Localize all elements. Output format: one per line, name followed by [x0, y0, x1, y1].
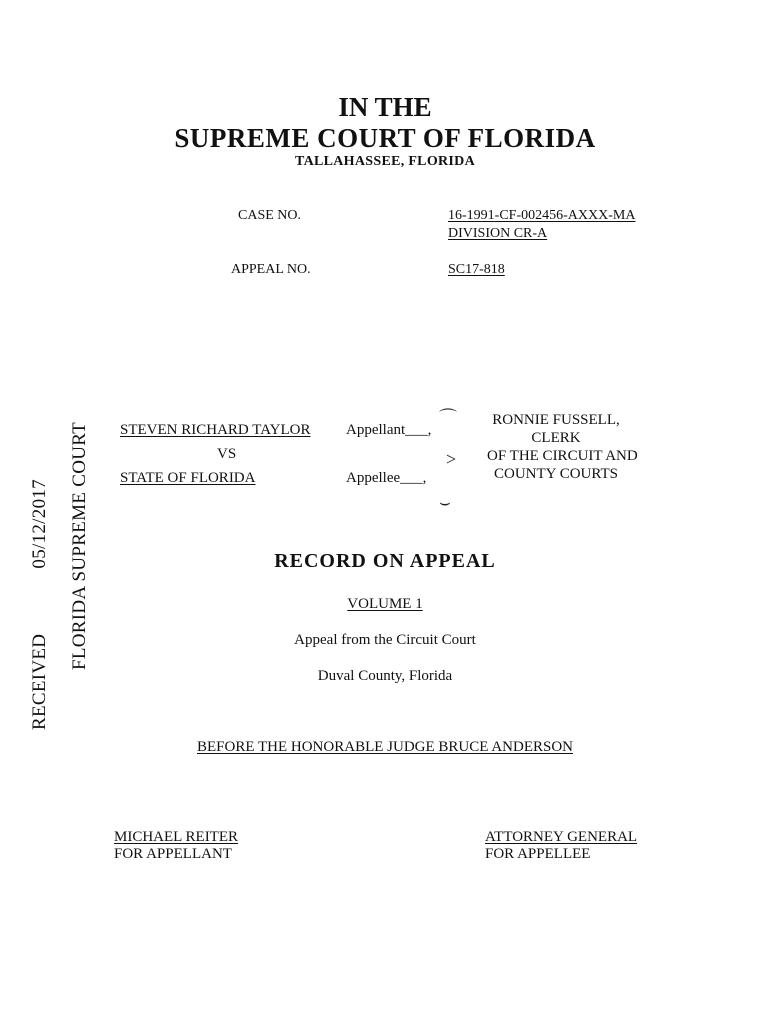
judge: BEFORE THE HONORABLE JUDGE BRUCE ANDERSON [197, 739, 573, 755]
record-title: RECORD ON APPEAL [274, 550, 496, 572]
appellee-for: FOR APPELLEE [485, 846, 591, 862]
stamp-received: RECEIVED [29, 633, 50, 730]
bracket-top: ⌒ [439, 408, 457, 428]
division: DIVISION CR-A [448, 226, 548, 241]
appellant-attorney: MICHAEL REITER [114, 829, 239, 845]
header-in-the: IN THE [338, 92, 432, 122]
appeal-from: Appeal from the Circuit Court [294, 632, 476, 648]
versus: VS [217, 446, 237, 462]
volume: VOLUME 1 [347, 596, 423, 612]
appeal-number: SC17-818 [448, 262, 505, 277]
stamp-court: FLORIDA SUPREME COURT [69, 422, 90, 670]
bracket-middle: > [446, 449, 457, 469]
clerk-name: RONNIE FUSSELL, [492, 412, 620, 428]
header-location: TALLAHASSEE, FLORIDA [294, 154, 475, 169]
received-stamp [20, 230, 90, 730]
clerk-circuit: OF THE CIRCUIT AND [487, 448, 638, 464]
appeal-no-label: APPEAL NO. [231, 262, 311, 277]
bracket-bottom: ⌣ [439, 492, 451, 512]
case-number: 16-1991-CF-002456-AXXX-MA [448, 208, 636, 223]
header-court-name: SUPREME COURT OF FLORIDA [174, 123, 596, 153]
clerk-title: CLERK [531, 430, 581, 446]
case-no-label: CASE NO. [238, 208, 302, 223]
appellee-attorney: ATTORNEY GENERAL [485, 829, 638, 845]
clerk-county: COUNTY COURTS [494, 466, 618, 482]
appellee-role: Appellee___, [346, 470, 427, 486]
appellant-role: Appellant___, [346, 422, 432, 438]
appellant-name: STEVEN RICHARD TAYLOR [120, 422, 311, 438]
appellant-for: FOR APPELLANT [114, 846, 232, 862]
stamp-date: 05/12/2017 [29, 479, 50, 569]
county: Duval County, Florida [317, 668, 453, 684]
appellee-name: STATE OF FLORIDA [120, 470, 256, 486]
